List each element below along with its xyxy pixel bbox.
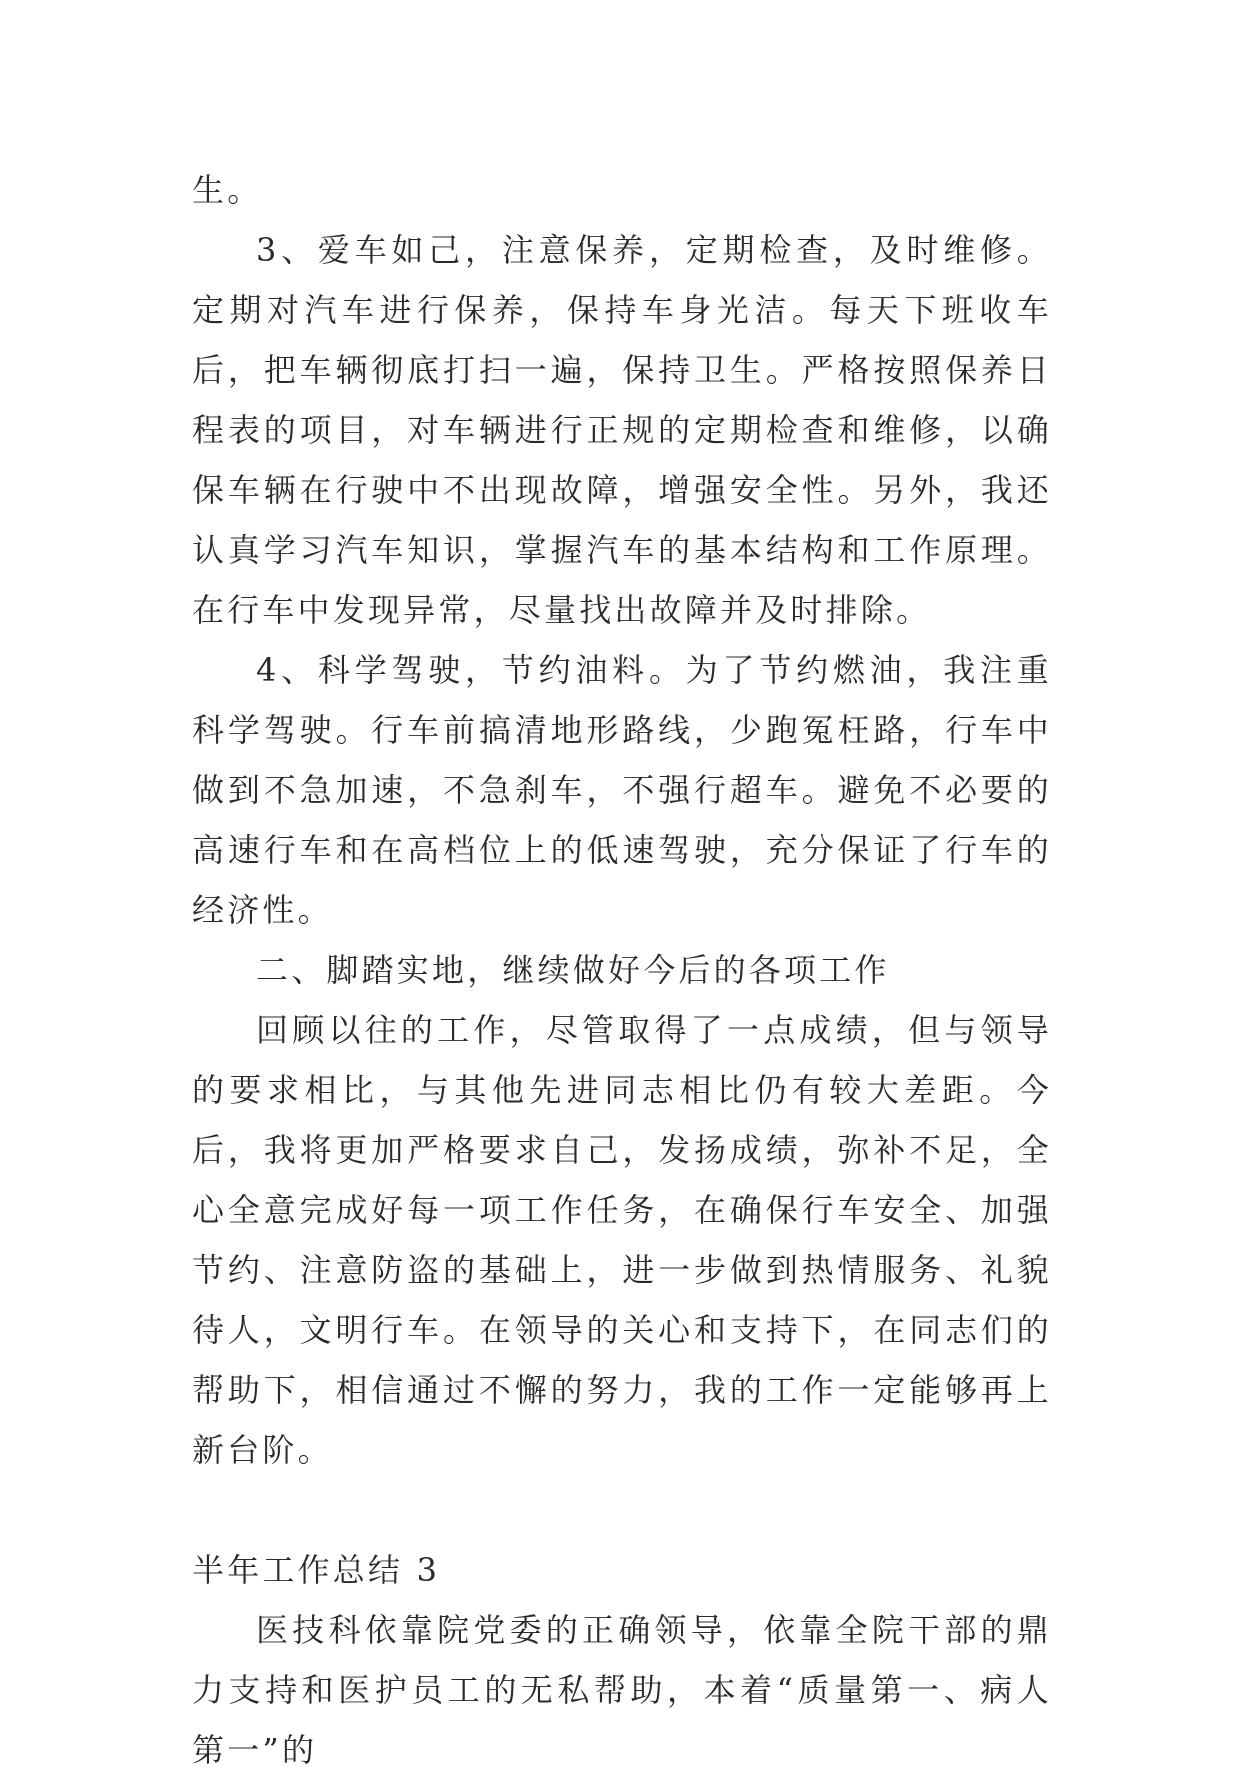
paragraph-maintenance: 3、爱车如己，注意保养，定期检查，及时维修。定期对汽车进行保养，保持车身光洁。每天下班收车后，把车辆彻底打扫一遍，保持卫生。严格按照保养日程表的项目，对车辆进行正规的定期检查和维修，以确保车辆在行驶中不出现故障，增强安全性。另外，我还认真学习汽车知识，掌握汽车的基本结构和工作原理。在行车中发现异常，尽量找出故障并及时排除。 <box>192 231 1052 629</box>
paragraph-medical-intro: 医技科依靠院党委的正确领导，依靠全院干部的鼎力支持和医护员工的无私帮助，本着“质量第一、病人第一”的 <box>192 1611 1052 1769</box>
section-heading-two: 二、脚踏实地，继续做好今后的各项工作 <box>256 951 890 989</box>
paragraph-review: 回顾以往的工作，尽管取得了一点成绩，但与领导的要求相比，与其他先进同志相比仍有较大差距。今后，我将更加严格要求自己，发扬成绩，弥补不足，全心全意完成好每一项工作任务，在确保行车安全、加强节约、注意防盗的基础上，进一步做到热情服务、礼貌待人，文明行车。在领导的关心和支持下，在同志们的帮助下，相信通过不懈的努力，我的工作一定能够再上新台阶。 <box>192 1011 1052 1469</box>
paragraph-driving: 4、科学驾驶，节约油料。为了节约燃油，我注重科学驾驶。行车前搞清地形路线，少跑冤枉路，行车中做到不急加速，不急刹车，不强行超车。避免不必要的高速行车和在高档位上的低速驾驶，充分保证了行车的经济性。 <box>192 651 1052 929</box>
paragraph-continuation: 生。 <box>192 171 263 209</box>
document-section-title: 半年工作总结 3 <box>192 1551 441 1589</box>
document-body <box>192 160 1052 1780</box>
